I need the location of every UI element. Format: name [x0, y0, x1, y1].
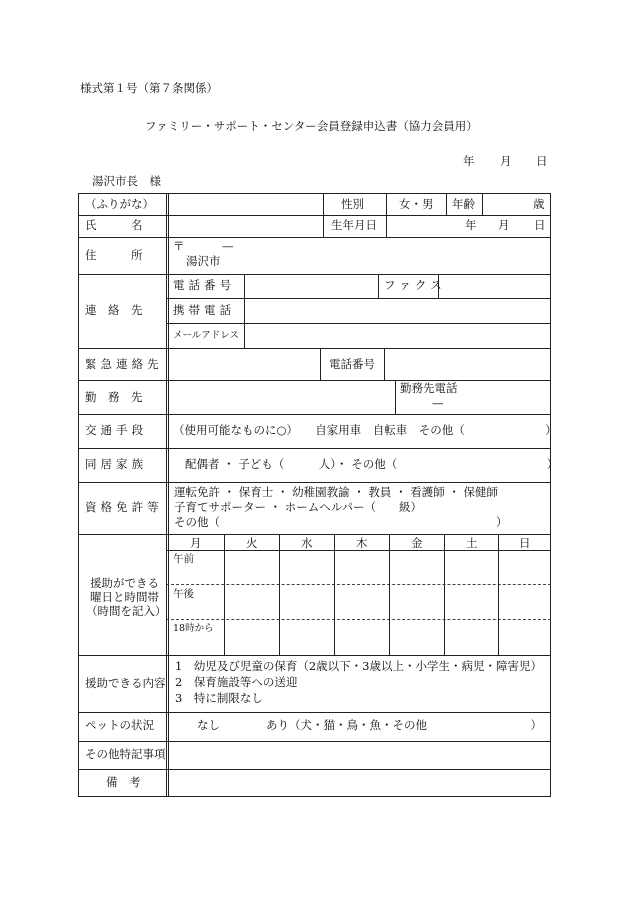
birth-month: 月 — [498, 218, 510, 232]
age-unit: 歳 — [533, 197, 545, 211]
phone-label: 電話番号 — [173, 278, 236, 292]
day-header: 火 — [246, 536, 258, 550]
pet-label: ペットの状況 — [85, 718, 154, 732]
row-divider — [78, 534, 551, 535]
availability-label-1: 援助ができる — [90, 576, 159, 590]
row-divider — [78, 448, 551, 449]
workplace-phone-dash: — — [432, 396, 444, 410]
transport-label: 交通手段 — [85, 423, 148, 437]
birth-day: 日 — [534, 218, 546, 232]
day-col-divider — [498, 534, 499, 655]
contact-label: 連 絡 先 — [85, 303, 143, 317]
support-option-3[interactable]: 3 特に制限なし — [175, 691, 263, 705]
email-label: メールアドレス — [173, 330, 240, 341]
day-header: 土 — [466, 536, 478, 550]
row-divider — [78, 215, 551, 216]
day-col-divider — [389, 534, 390, 655]
date-month: 月 — [500, 154, 512, 168]
time-slot-afternoon: 午後 — [173, 588, 194, 600]
emergency-label: 緊急連絡先 — [85, 357, 163, 371]
day-col-divider — [334, 534, 335, 655]
row-divider — [78, 274, 551, 275]
other-notes-label: その他特記事項 — [85, 747, 166, 761]
license-line-2[interactable]: 子育てサポーター ・ ホームヘルパー（ 級） — [174, 500, 423, 514]
form-number: 様式第１号（第７条関係） — [80, 81, 218, 95]
gender-label: 性別 — [341, 197, 364, 211]
license-label: 資格免許等 — [85, 500, 163, 514]
day-header: 木 — [356, 536, 368, 550]
support-label: 援助できる内容 — [85, 676, 166, 690]
row-divider — [78, 769, 551, 770]
license-line-1[interactable]: 運転免許 ・ 保育士 ・ 幼稚園教諭 ・ 教員 ・ 看護師 ・ 保健師 — [174, 485, 499, 499]
col-divider — [320, 348, 321, 380]
row-divider — [78, 741, 551, 742]
postal-dash: — — [222, 239, 234, 253]
col-divider — [323, 193, 324, 237]
pet-text[interactable]: なし あり（犬・猫・鳥・魚・その他 ） — [197, 718, 542, 732]
age-label: 年齢 — [452, 197, 475, 211]
col-divider — [384, 348, 385, 380]
row-divider — [166, 298, 551, 299]
label-column-divider — [166, 193, 167, 797]
workplace-label: 勤 務 先 — [85, 390, 143, 404]
workplace-phone-label: 勤務先電話 — [400, 381, 458, 395]
date-year: 年 — [463, 154, 475, 168]
family-text[interactable]: 配偶者 ・ 子ども（ 人）・ その他（ ） — [185, 457, 559, 471]
mobile-label: 携帯電話 — [173, 303, 236, 317]
support-option-1[interactable]: 1 幼児及び児童の保育（2歳以下・3歳以上・小学生・病児・障害児） — [175, 659, 542, 673]
row-divider — [78, 348, 551, 349]
col-divider — [386, 193, 387, 237]
addressee: 湯沢市長 様 — [92, 174, 161, 188]
day-col-divider — [279, 534, 280, 655]
furigana-label: （ふりがな） — [85, 197, 154, 211]
gender-options[interactable]: 女・男 — [399, 197, 434, 211]
transport-text[interactable]: （使用可能なものに○） 自家用車 自転車 その他（ ） — [173, 423, 557, 437]
license-line-3[interactable]: その他（ ） — [174, 515, 508, 529]
day-header: 金 — [411, 536, 423, 550]
day-header: 日 — [519, 536, 531, 550]
row-divider — [78, 414, 551, 415]
city: 湯沢市 — [186, 254, 221, 268]
address-label: 住 所 — [85, 248, 143, 262]
col-divider — [244, 274, 245, 348]
row-divider — [78, 712, 551, 713]
birth-year: 年 — [465, 218, 477, 232]
form-title: ファミリー・サポート・センター会員登録申込書（協力会員用） — [145, 119, 478, 133]
fax-label: ファクス — [384, 278, 446, 292]
col-divider — [378, 274, 379, 298]
availability-label-2: 曜日と時間帯 — [90, 590, 159, 604]
row-divider — [166, 323, 551, 324]
day-header: 水 — [301, 536, 313, 550]
remarks-label: 備 考 — [106, 775, 141, 789]
time-slot-evening: 18時から — [173, 623, 214, 634]
day-col-divider — [444, 534, 445, 655]
row-divider — [78, 655, 551, 656]
label-column-divider — [168, 193, 169, 797]
day-header: 月 — [190, 536, 202, 550]
support-option-2[interactable]: 2 保育施設等への送迎 — [175, 675, 298, 689]
family-label: 同居家族 — [85, 457, 148, 471]
day-col-divider — [224, 534, 225, 655]
birthdate-label: 生年月日 — [331, 218, 377, 232]
col-divider — [446, 193, 447, 215]
row-divider — [78, 482, 551, 483]
row-divider — [78, 380, 551, 381]
availability-label-3: （時間を記入） — [86, 604, 167, 618]
col-divider — [395, 380, 396, 414]
emergency-phone-label: 電話番号 — [329, 357, 375, 371]
date-day: 日 — [536, 154, 548, 168]
time-slot-morning: 午前 — [173, 553, 194, 565]
name-label: 氏 名 — [85, 218, 143, 232]
row-divider — [78, 237, 551, 238]
col-divider — [482, 193, 483, 215]
postal-mark: 〒 — [173, 239, 185, 253]
